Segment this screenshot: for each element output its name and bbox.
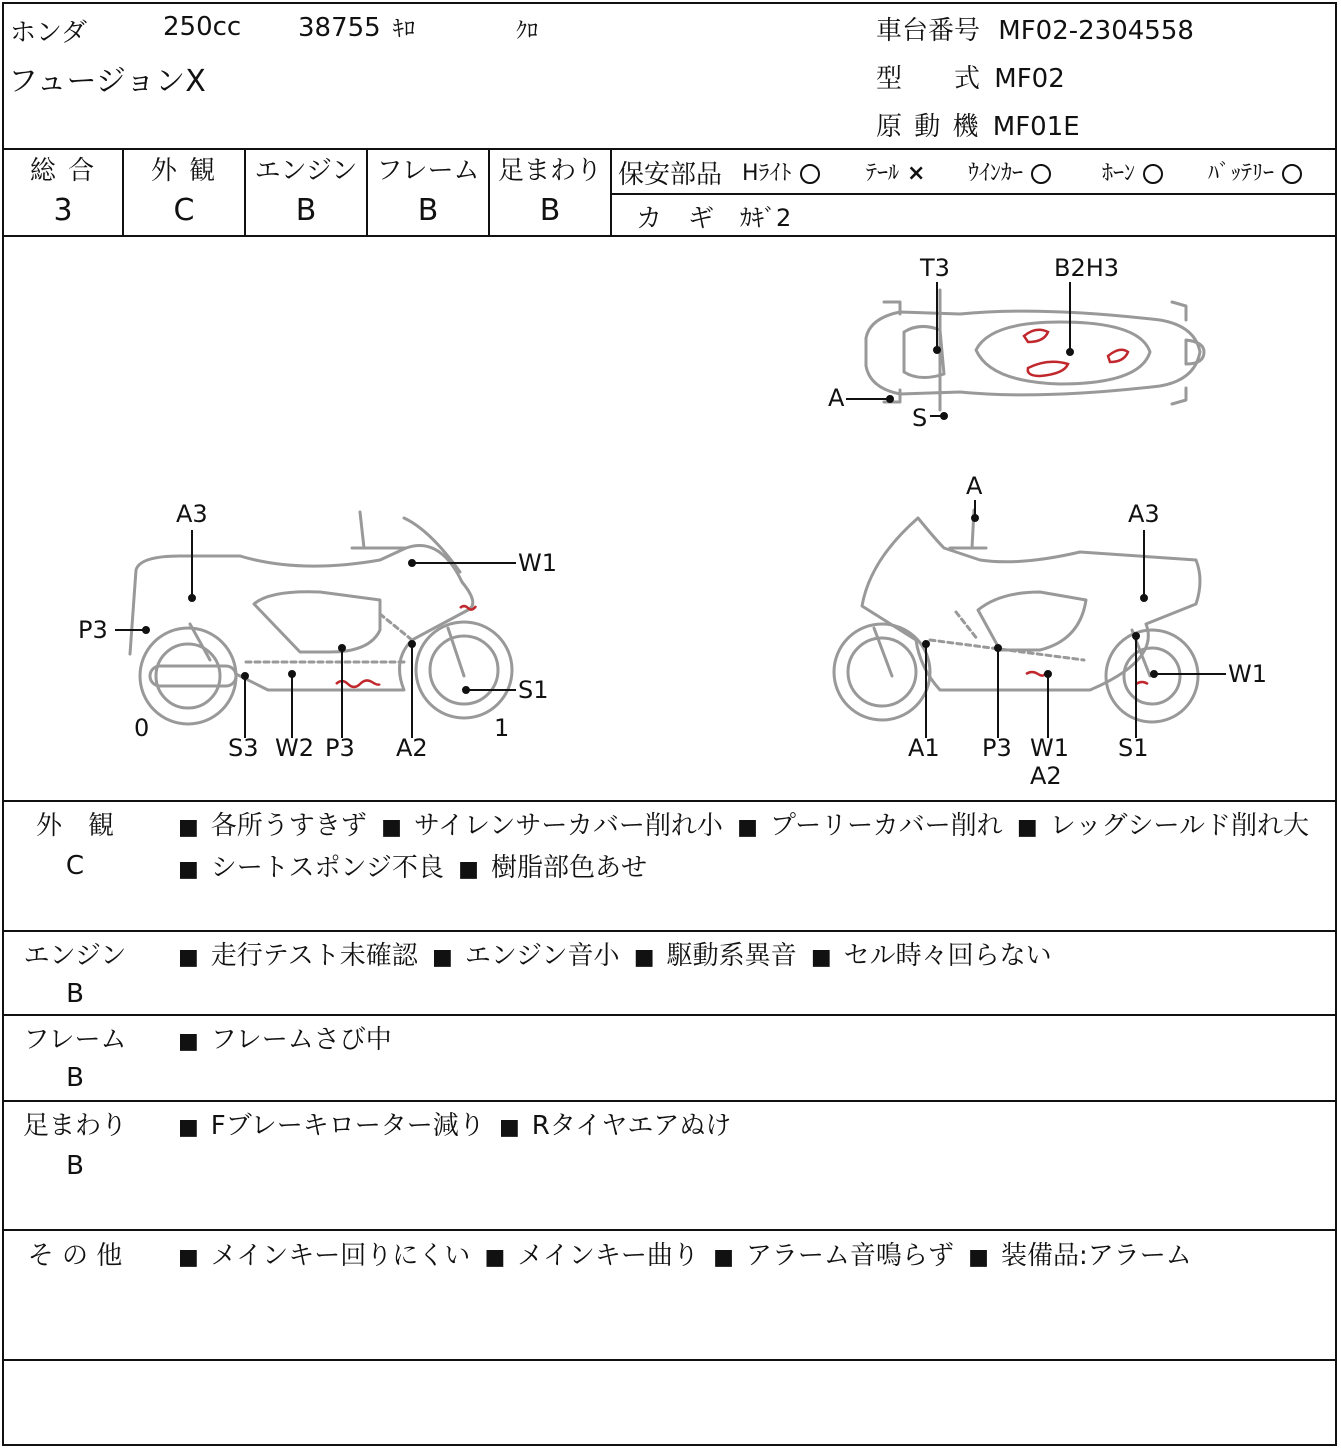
label-p3-right: P3 <box>982 734 1012 762</box>
safety-tail-label: ﾃｰﾙ <box>866 161 900 186</box>
label-w1-left: W1 <box>518 549 557 577</box>
safety-horn-label: ﾎｰﾝ <box>1102 161 1136 186</box>
displacement: 250cc <box>163 12 242 42</box>
grade-engine-value: B <box>295 193 317 228</box>
ok-circle-icon <box>1282 164 1302 184</box>
engine-model-label: 原 動 機 <box>876 112 981 142</box>
grade-suspension-label: 足まわり <box>497 156 602 186</box>
section-other-title: そ の 他 <box>27 1241 123 1271</box>
section-exterior-grade: C <box>65 851 85 881</box>
label-t3: T3 <box>920 254 950 282</box>
list-item: ■ メインキー回りにくい <box>172 1241 470 1271</box>
divider <box>610 148 612 236</box>
safety-winker-label: ｳｲﾝｶｰ <box>968 161 1024 186</box>
safety-item-headlight <box>742 156 820 187</box>
key-value: ｶｷﾞ2 <box>740 204 792 232</box>
divider <box>2 800 1337 802</box>
list-item: ■ Rタイヤエアぬけ <box>493 1111 731 1141</box>
safety-item-winker <box>968 156 1051 187</box>
divider <box>2 1100 1337 1102</box>
mileage <box>298 12 415 43</box>
label-a3-right: A3 <box>1128 500 1160 528</box>
ok-circle-icon <box>1143 164 1163 184</box>
label-a2-left: A2 <box>396 734 428 762</box>
label-a-top: A <box>828 384 845 412</box>
section-engine-title: エンジン <box>23 941 127 971</box>
label-b2h3: B2H3 <box>1054 254 1120 282</box>
label-zero: 0 <box>134 714 150 742</box>
grade-exterior-value: C <box>173 193 195 228</box>
list-item: ■ メインキー曲り <box>479 1241 699 1271</box>
frame-number <box>876 10 1194 47</box>
model-type-value: MF02 <box>994 64 1065 94</box>
damage-marks <box>336 330 1148 687</box>
list-item: ■ Fブレーキローター減り <box>172 1111 485 1141</box>
list-item: ■ フレームさび中 <box>172 1025 392 1055</box>
model-name: フュージョンX <box>8 64 206 99</box>
section-suspension-items <box>172 1106 1322 1148</box>
grade-suspension-value: B <box>539 193 561 228</box>
grade-exterior <box>124 150 244 236</box>
divider <box>2 1229 1337 1231</box>
list-item: ■ 各所うすきず <box>172 811 367 841</box>
list-item: ■ エンジン音小 <box>426 941 620 971</box>
safety-item-tail <box>866 156 925 187</box>
safety-item-battery <box>1208 156 1302 187</box>
safety-battery-label: ﾊﾞｯﾃﾘｰ <box>1208 161 1275 186</box>
label-a1-right: A1 <box>908 734 940 762</box>
mileage-extra: ｸﾛ <box>516 19 539 44</box>
label-a3-left: A3 <box>176 500 208 528</box>
list-item: ■ サイレンサーカバー削れ小 <box>375 811 723 841</box>
grade-frame-label: フレーム <box>376 156 480 186</box>
safety-item-horn <box>1102 156 1163 187</box>
maker: ホンダ <box>10 18 87 48</box>
list-item: ■ 走行テスト未確認 <box>172 941 418 971</box>
safety-headlight-label: Hﾗｲﾄ <box>742 161 792 186</box>
section-frame-grade: B <box>66 1063 84 1093</box>
grade-overall-value: 3 <box>53 193 73 228</box>
mileage-unit: ｷﾛ <box>392 17 415 42</box>
grade-frame <box>368 150 488 236</box>
label-s1-left: S1 <box>518 676 549 704</box>
section-exterior-title: 外 観 <box>35 811 114 841</box>
list-item: ■ 樹脂部色あせ <box>452 853 647 883</box>
label-w2-left: W2 <box>275 734 314 762</box>
top-view-outline <box>866 290 1204 410</box>
section-suspension-title: 足まわり <box>22 1111 127 1141</box>
model-type-label: 型 式 <box>876 64 981 94</box>
ok-circle-icon <box>800 164 820 184</box>
engine-model <box>876 106 1080 143</box>
grade-suspension <box>490 150 610 236</box>
label-s3-left: S3 <box>228 734 259 762</box>
grade-overall <box>4 150 122 236</box>
engine-model-value: MF01E <box>992 112 1080 142</box>
divider <box>2 930 1337 932</box>
section-suspension-grade: B <box>66 1151 84 1181</box>
divider <box>612 193 1337 195</box>
mileage-value: 38755 <box>298 13 381 43</box>
section-engine-items <box>172 936 1322 978</box>
list-item: ■ プーリーカバー削れ <box>731 811 1003 841</box>
leader-lines <box>115 282 1226 738</box>
grade-engine-label: エンジン <box>254 156 358 186</box>
list-item: ■ 装備品:アラーム <box>962 1241 1192 1271</box>
label-s1-right: S1 <box>1118 734 1149 762</box>
frame-number-value: MF02-2304558 <box>998 16 1194 46</box>
label-p3-left: P3 <box>325 734 355 762</box>
section-exterior-items <box>172 806 1322 890</box>
label-one: 1 <box>494 714 510 742</box>
right-side-outline <box>834 510 1200 722</box>
ok-circle-icon <box>1031 164 1051 184</box>
label-s-top: S <box>912 404 928 432</box>
label-w1-right: W1 <box>1228 660 1267 688</box>
grade-engine <box>246 150 366 236</box>
safety-title: 保安部品 <box>618 160 723 190</box>
section-frame-items <box>172 1020 1322 1062</box>
model-type <box>876 58 1065 95</box>
grade-exterior-label: 外 観 <box>150 156 218 186</box>
list-item: ■ アラーム音鳴らず <box>707 1241 954 1271</box>
grade-overall-label: 総 合 <box>29 156 97 186</box>
label-w1b-right: W1 <box>1030 734 1069 762</box>
frame-number-label: 車台番号 <box>876 16 981 46</box>
label-p3-left-rear: P3 <box>78 616 108 644</box>
section-engine-grade: B <box>66 979 84 1009</box>
label-a-right: A <box>966 472 983 500</box>
key-label: カ ギ <box>636 204 715 234</box>
list-item: ■ セル時々回らない <box>805 941 1052 971</box>
grade-frame-value: B <box>417 193 439 228</box>
list-item: ■ シートスポンジ不良 <box>172 853 444 883</box>
section-frame-title: フレーム <box>23 1025 127 1055</box>
divider <box>2 1014 1337 1016</box>
list-item: ■ レッグシールド削れ大 <box>1011 811 1309 841</box>
section-other-items <box>172 1236 1322 1278</box>
divider <box>2 1359 1337 1361</box>
left-side-outline <box>130 512 512 724</box>
list-item: ■ 駆動系異音 <box>628 941 797 971</box>
ng-cross-icon: × <box>907 161 926 186</box>
label-a2-right: A2 <box>1030 762 1062 790</box>
